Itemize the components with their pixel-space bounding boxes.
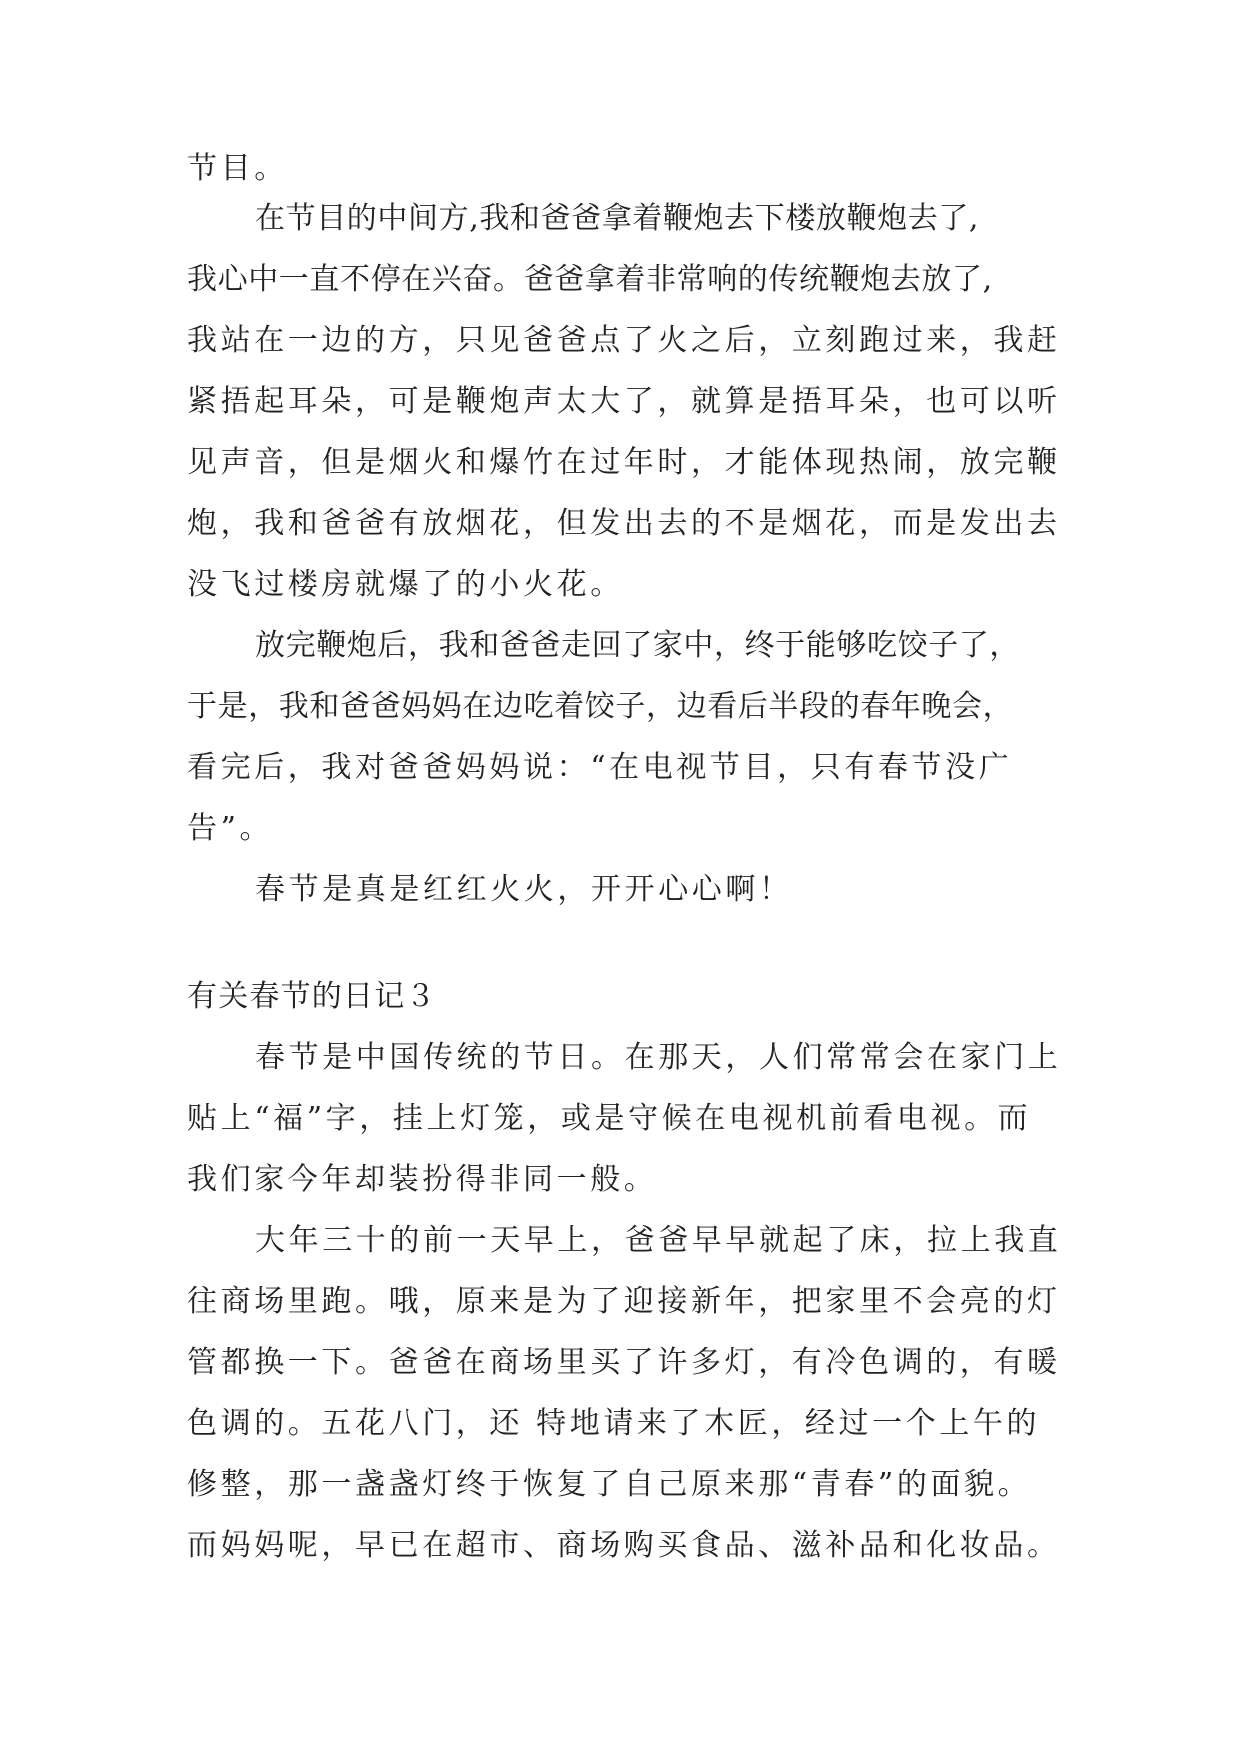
- text-line: 炮，我和爸爸有放烟花，但发出去的不是烟花，而是发出去: [187, 506, 1061, 541]
- text-line: 我心中一直不停在兴奋。爸爸拿着非常响的传统鞭炮去放了,: [187, 262, 993, 297]
- text-line: 见声音，但是烟火和爆竹在过年时，才能体现热闹，放完鞭: [187, 445, 1061, 480]
- text-line: 没飞过楼房就爆了的小火花。: [187, 567, 624, 602]
- section-heading: 有关春节的日记３: [187, 979, 437, 1014]
- text-line: 管都换一下。爸爸在商场里买了许多灯，有冷色调的，有暖: [187, 1345, 1061, 1380]
- text-line: 春节是真是红红火火，开开心心啊！: [255, 872, 793, 907]
- text-line: 往商场里跑。哦，原来是为了迎接新年，把家里不会亮的灯: [187, 1284, 1061, 1319]
- text-line: 紧捂起耳朵，可是鞭炮声太大了，就算是捂耳朵，也可以听: [187, 384, 1061, 419]
- text-line: 而妈妈呢，早已在超市、商场购买食品、滋补品和化妆品。: [187, 1528, 1061, 1563]
- text-line: 我站在一边的方，只见爸爸点了火之后，立刻跑过来，我赶: [187, 323, 1061, 358]
- text-line: 修整，那一盏盏灯终于恢复了自己原来那“青春”的面貌。: [187, 1467, 1032, 1502]
- text-line: 于是，我和爸爸妈妈在边吃着饺子，边看后半段的春年晚会，: [187, 689, 1014, 724]
- text-line: 贴上“福”字，挂上灯笼，或是守候在电视机前看电视。而: [187, 1101, 1032, 1136]
- text-line: 告”。: [187, 811, 274, 846]
- text-line: 看完后，我对爸爸妈妈说：“在电视节目，只有春节没广: [187, 750, 1013, 785]
- text-line: 大年三十的前一天早上，爸爸早早就起了床，拉上我直: [255, 1223, 1062, 1258]
- text-line: 我们家今年却装扮得非同一般。: [187, 1162, 658, 1197]
- text-line: 节目。: [187, 151, 288, 186]
- text-line: 春节是中国传统的节日。在那天，人们常常会在家门上: [255, 1040, 1062, 1075]
- text-line: 放完鞭炮后，我和爸爸走回了家中，终于能够吃饺子了，: [255, 628, 1020, 663]
- text-line: 在节目的中间方,我和爸爸拿着鞭炮去下楼放鞭炮去了,: [255, 201, 980, 236]
- text-line: 色调的。五花八门，还 特地请来了木匠，经过一个上午的: [187, 1406, 1041, 1441]
